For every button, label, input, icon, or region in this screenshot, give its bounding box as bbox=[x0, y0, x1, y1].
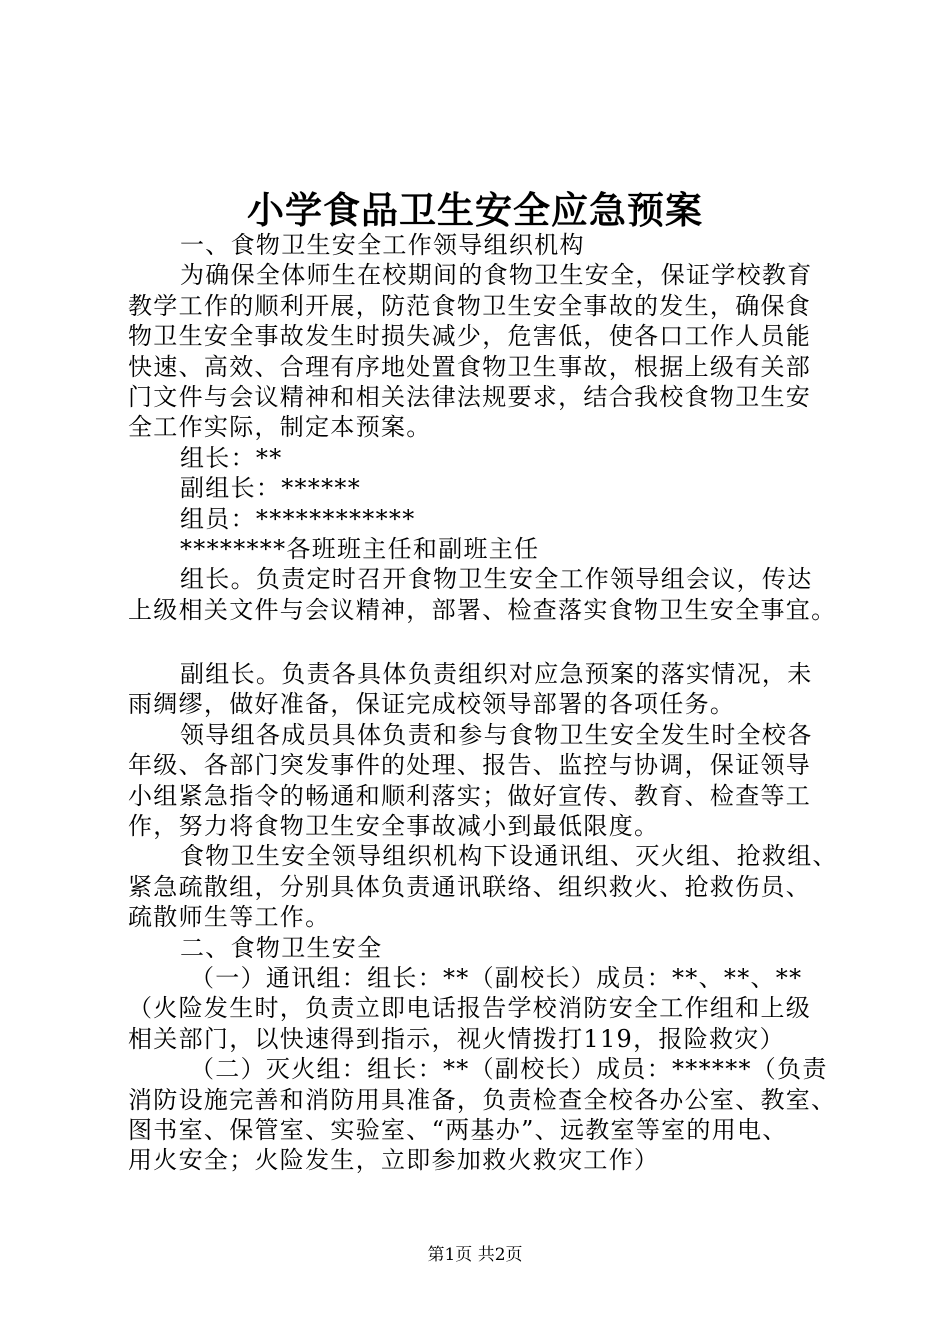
paragraph-line: 全工作实际，制定本预案。 bbox=[128, 413, 432, 442]
paragraph-line: （火险发生时，负责立即电话报告学校消防安全工作组和上级 bbox=[128, 994, 812, 1023]
paragraph-line: 领导组各成员具体负责和参与食物卫生安全发生时全校各 bbox=[180, 720, 813, 749]
paragraph-line: 用火安全；火险发生，立即参加救火救灾工作） bbox=[128, 1146, 660, 1175]
paragraph-line: 疏散师生等工作。 bbox=[128, 903, 331, 932]
paragraph-line: 门文件与会议精神和相关法律法规要求，结合我校食物卫生安 bbox=[128, 382, 812, 411]
paragraph-line: 为确保全体师生在校期间的食物卫生安全，保证学校教育 bbox=[180, 261, 813, 290]
paragraph-line: 教学工作的顺利开展，防范食物卫生安全事故的发生，确保食 bbox=[128, 291, 812, 320]
roster-line: 副组长：****** bbox=[180, 474, 361, 503]
paragraph-line: 图书室、保管室、实验室、“两基办”、远教室等室的用电、 bbox=[128, 1115, 788, 1144]
paragraph-line: 紧急疏散组，分别具体负责通讯联络、组织救火、抢救伤员、 bbox=[128, 872, 812, 901]
document-title: 小学食品卫生安全应急预案 bbox=[247, 188, 703, 232]
blank-line bbox=[128, 625, 848, 659]
paragraph-line: 快速、高效、合理有序地处置食物卫生事故，根据上级有关部 bbox=[128, 352, 812, 381]
section-heading: 一、食物卫生安全工作领导组织机构 bbox=[180, 231, 585, 259]
paragraph-line: （一）通讯组：组长：**（副校长）成员：**、**、** bbox=[190, 963, 803, 992]
paragraph-line: 上级相关文件与会议精神，部署、检查落实食物卫生安全事宜。 bbox=[128, 595, 837, 624]
paragraph-line: 组长。负责定时召开食物卫生安全工作领导组会议，传达 bbox=[180, 565, 813, 594]
paragraph-line: 消防设施完善和消防用具准备，负责检查全校各办公室、教室、 bbox=[128, 1085, 837, 1114]
paragraph-line: 物卫生安全事故发生时损失减少，危害低，使各口工作人员能 bbox=[128, 322, 812, 351]
paragraph-line: 年级、各部门突发事件的处理、报告、监控与协调，保证领导 bbox=[128, 751, 812, 780]
roster-line: 组员：************ bbox=[180, 504, 416, 533]
section-heading: 二、食物卫生安全 bbox=[180, 933, 383, 962]
page-footer: 第1页 共2页 bbox=[427, 1245, 523, 1265]
roster-line: ********各班班主任和副班主任 bbox=[180, 534, 540, 563]
document-body bbox=[128, 230, 848, 1176]
paragraph-line: （二）灭火组：组长：**（副校长）成员：******（负责 bbox=[190, 1055, 828, 1084]
roster-line: 组长：** bbox=[180, 443, 283, 472]
paragraph-line: 副组长。负责各具体负责组织对应急预案的落实情况，未 bbox=[180, 660, 813, 689]
paragraph-line: 作，努力将食物卫生安全事故减小到最低限度。 bbox=[128, 812, 660, 841]
paragraph-line: 小组紧急指令的畅通和顺利落实；做好宣传、教育、检查等工 bbox=[128, 781, 812, 810]
paragraph-line: 雨绸缪，做好准备，保证完成校领导部署的各项任务。 bbox=[128, 690, 736, 719]
paragraph-line: 相关部门，以快速得到指示，视火情拨打119，报险救灾） bbox=[128, 1024, 785, 1053]
paragraph-line: 食物卫生安全领导组织机构下设通讯组、灭火组、抢救组、 bbox=[180, 842, 838, 871]
